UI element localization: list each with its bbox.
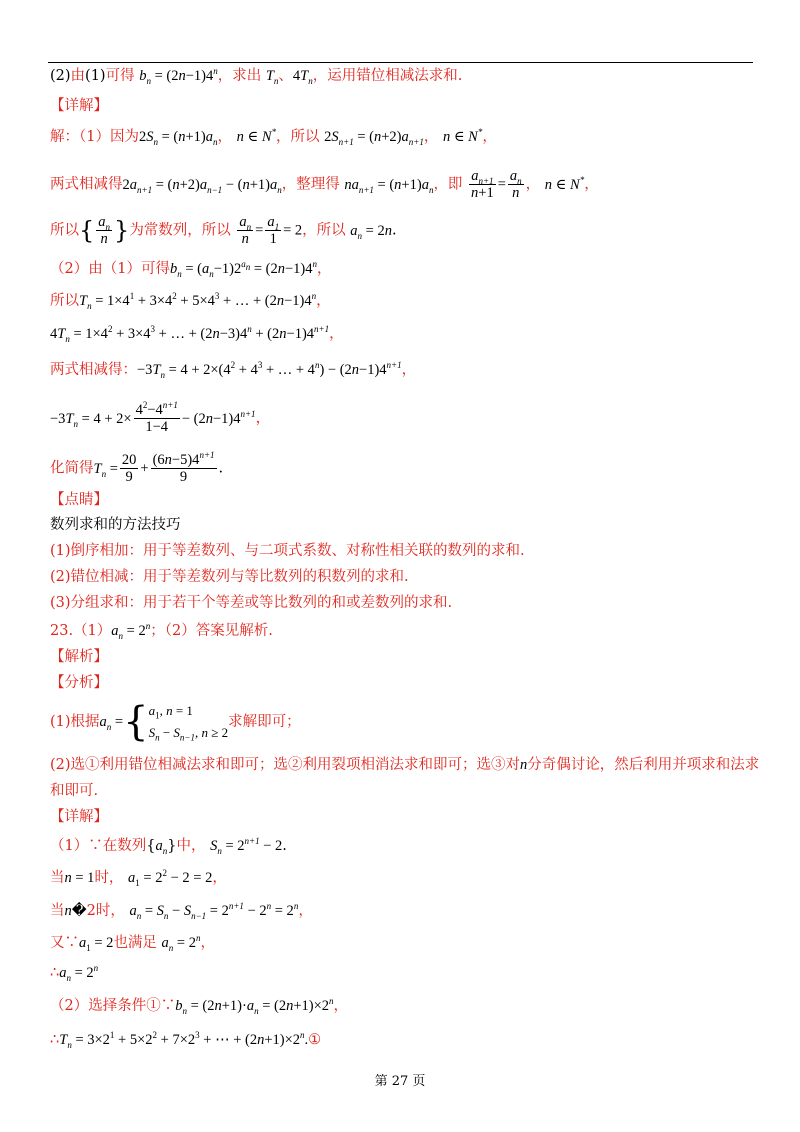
fraction: $\frac{a_n}{n}$	[98, 214, 111, 247]
page-number: 第 27 页	[374, 1074, 426, 1089]
fraction: $\frac{20}{9}$	[121, 452, 137, 485]
fraction: $\frac{a_1}{1}$	[267, 214, 280, 247]
line-geometric-sum: $-3T_n = 4 + 2\times$ $\frac{4^2-4^{n+1}}{1-4}$ − $(2n-1)4^{n+1}$，	[50, 400, 271, 435]
line-constant-sequence: 所以{ $\frac{a_n}{n}$ }为常数列，所以 $\frac{a_n}{n}$ = $\frac{a_1}{1}$ = 2，所以 $a_n = 2n$.	[50, 214, 397, 247]
tip-1: (1)倒序相加：用于等差数列、与二项式系数、对称性相关联的数列的求和.	[50, 543, 525, 559]
tips-title: 数列求和的方法技巧	[50, 517, 181, 533]
fraction: $\frac{a_n}{n}$	[509, 168, 522, 201]
line-part1-given: 解：（1）因为$2S_n = (n+1)a_n$， n ∈ N*，所以 $2S_{n+1} = (n+2)a_{n+1}$， n ∈ N*，	[50, 127, 497, 147]
line-detail-5: $\therefore a_n = 2^n$	[50, 963, 99, 983]
fraction: $\frac{4^2-4^{n+1}}{1-4}$	[135, 400, 178, 435]
line-detail-7: $\therefore T_n = 3\times 2^1 + 5\times 2^2 + 7\times 2^3$ + ⋯ + $(2n+1)\times 2^n.①$	[50, 1030, 322, 1050]
question-23-answer: $23.(1)a_n = 2^n$；（2）答案见解析.	[50, 621, 273, 641]
header-rule	[48, 62, 753, 63]
tip-2: (2)错位相减：用于等差数列与等比数列的积数列的求和.	[50, 569, 409, 585]
line-detail-1: （1）∵在数列$\{a_n\}$中， $S_n = 2^{n+1} - 2$.	[50, 836, 287, 856]
tip-3: (3)分组求和：用于若干个等差或等比数列的和或差数列的求和.	[50, 595, 453, 611]
fraction: $\frac{(6n-5)4^{n+1}}{9}$	[152, 450, 215, 485]
line-intro: (2)由(1)可得 $b_n = (2n-1)4^n$，求出 $T_n$、$4T_n$，运用错位相减法求和.	[50, 66, 463, 86]
line-tn-sum: 所以$T_n = 1\times 4^1 + 3\times 4^2 + 5\times 4^3$ + … + $(2n-1)4^n$，	[50, 291, 331, 311]
heading-detailed-solution-2: 【详解】	[50, 809, 108, 825]
line-detail-2: 当n = 1时， $a_1 = 2^2 - 2 = 2$，	[50, 868, 227, 888]
heading-analysis: 【解析】	[50, 649, 108, 665]
line-part2-bn: （2）由（1）可得$b_n = (a_n-1)2^{a_n} = (2n-1)4^n$，	[50, 259, 332, 279]
line-subtract: 两式相减得$2a_{n+1} = (n+2)a_{n-1} - (n+1)a_n$，整理得 $na_{n+1} = (n+1)a_n$，即 $\frac{a_{n+1}}{n+1}$ = $\frac{a_n}{n}$ ， n ∈ N*，	[50, 168, 599, 201]
line-analysis-1: (1)根据$a_n$ ={ $a_1$, n = 1 $S_n - S_{n-1}$, n ≥ 2 求解即可；	[50, 699, 301, 745]
line-detail-6: （2）选择条件$①\because b_n = (2n+1)\cdot a_n = (2n+1)\times 2^n$，	[50, 996, 349, 1016]
heading-key-point: 【点睛】	[50, 492, 108, 508]
line-4tn-sum: $4T_n = 1\times 4^2 + 3\times 4^3$ + … + $(2n-3)4^n + (2n-1)4^{n+1}$，	[50, 324, 344, 344]
line-detail-4: 又$\because a_1 = 2$也满足 $a_n = 2^n$，	[50, 933, 215, 953]
fraction: $\frac{a_n}{n}$	[239, 214, 252, 247]
heading-fenxi: 【分析】	[50, 675, 108, 691]
fraction: $\frac{a_{n+1}}{n+1}$	[471, 168, 494, 201]
line-subtract-2: 两式相减得：$-3T_n = 4 + 2\times(4^2 + 4^3$ + … + $4^n) - (2n-1)4^{n+1}$，	[50, 360, 417, 380]
line-analysis-2-cont: 和即可.	[50, 783, 99, 799]
line-simplify: 化简得$T_n$ = $\frac{20}{9}$ + $\frac{(6n-5)4^{n+1}}{9}$ .	[50, 450, 224, 485]
line-detail-3: 当n�2时， $a_n = S_n - S_{n-1} = 2^{n+1} - 2^n = 2^n$，	[50, 901, 313, 921]
heading-detailed-solution: 【详解】	[50, 98, 108, 114]
line-analysis-2: (2)选①利用错位相减法求和即可；选②利用裂项相消法求和即可；选③对n分奇偶讨论，然后利用并项求和法求	[50, 757, 760, 773]
